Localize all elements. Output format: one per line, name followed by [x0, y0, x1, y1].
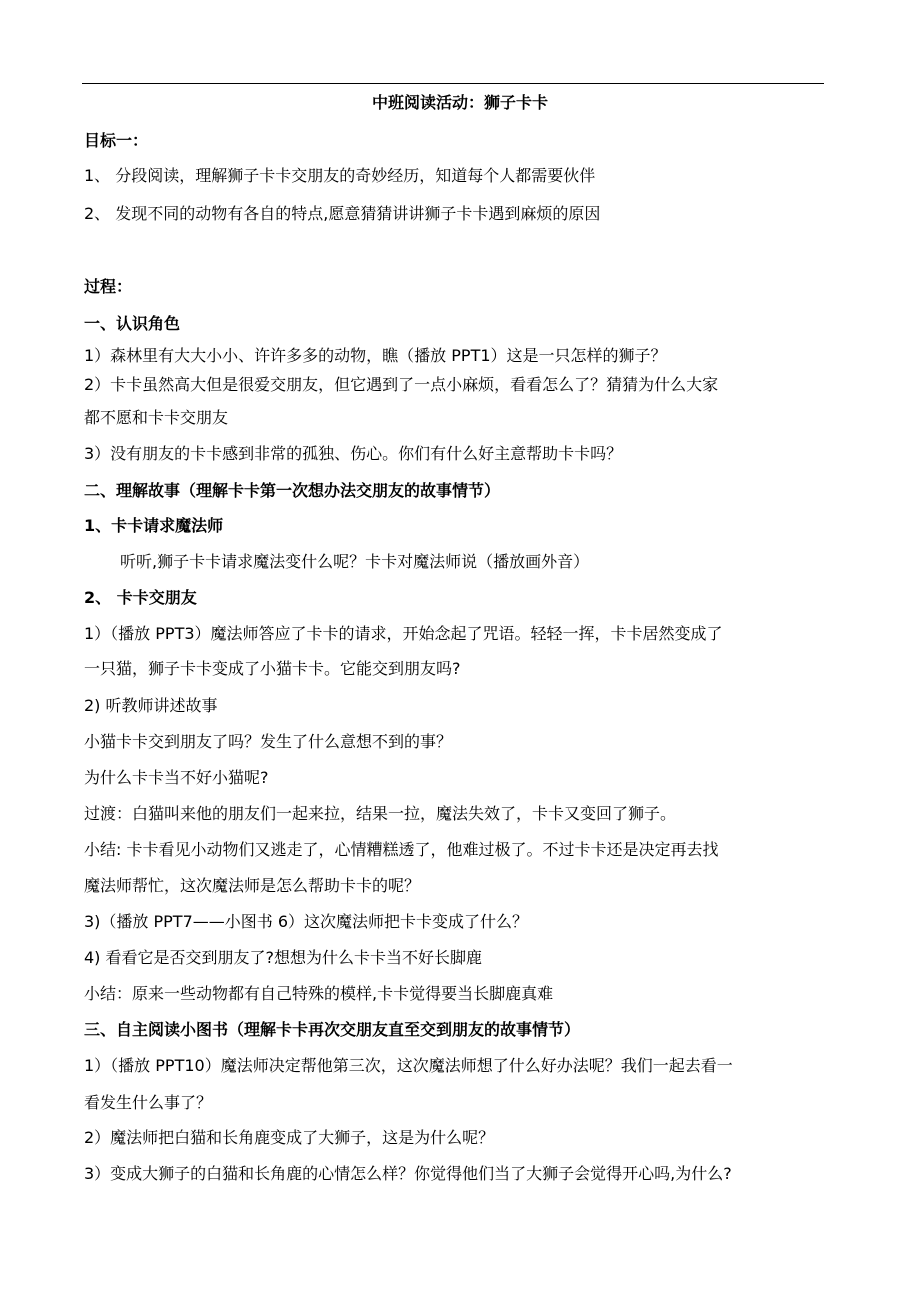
- subsection-heading: 1、卡卡请求魔法师: [84, 516, 224, 535]
- subsection-heading: 2、 卡卡交朋友: [84, 588, 197, 607]
- document-title: 中班阅读活动：狮子卡卡: [371, 93, 548, 112]
- paragraph-line: 2) 听教师讲述故事: [84, 696, 218, 715]
- paragraph-line: 小猫卡卡交到朋友了吗？发生了什么意想不到的事？: [84, 732, 453, 751]
- paragraph-line: 为什么卡卡当不好小猫呢?: [84, 768, 269, 787]
- paragraph-line: 看发生什么事了？: [84, 1093, 213, 1112]
- paragraph-line: 3）没有朋友的卡卡感到非常的孤独、伤心。你们有什么好主意帮助卡卡吗？: [84, 444, 623, 463]
- goal-item: 2、 发现不同的动物有各自的特点,愿意猜猜讲讲狮子卡卡遇到麻烦的原因: [84, 204, 601, 223]
- section-heading: 三、自主阅读小图书（理解卡卡再次交朋友直至交到朋友的故事情节）: [84, 1020, 581, 1039]
- paragraph-line: 3）变成大狮子的白猫和长角鹿的心情怎么样？你觉得他们当了大狮子会觉得开心吗,为什么?: [84, 1164, 732, 1183]
- paragraph-line: 3)（播放 PPT7——小图书 6）这次魔法师把卡卡变成了什么？: [84, 912, 529, 931]
- process-heading: 过程：: [84, 277, 133, 296]
- paragraph-line: 过渡：白猫叫来他的朋友们一起来拉，结果一拉，魔法失效了，卡卡又变回了狮子。: [84, 804, 677, 823]
- section-heading: 一、认识角色: [84, 314, 181, 333]
- paragraph-line: 1）（播放 PPT3）魔法师答应了卡卡的请求，开始念起了咒语。轻轻一挥，卡卡居然变成了: [84, 624, 723, 643]
- paragraph-line: 小结：原来一些动物都有自己特殊的模样,卡卡觉得要当长脚鹿真难: [84, 984, 554, 1003]
- paragraph-line: 1）森林里有大大小小、许许多多的动物，瞧（播放 PPT1）这是一只怎样的狮子？: [84, 346, 667, 365]
- paragraph-line: 2）魔法师把白猫和长角鹿变成了大狮子，这是为什么呢？: [84, 1128, 495, 1147]
- goals-heading: 目标一：: [84, 131, 149, 150]
- section-heading: 二、理解故事（理解卡卡第一次想办法交朋友的故事情节）: [84, 481, 501, 500]
- paragraph-line: 听听,狮子卡卡请求魔法变什么呢？卡卡对魔法师说（播放画外音）: [120, 552, 590, 571]
- paragraph-line: 都不愿和卡卡交朋友: [84, 408, 229, 427]
- paragraph-line: 一只猫，狮子卡卡变成了小猫卡卡。它能交到朋友吗?: [84, 659, 461, 678]
- paragraph-line: 小结: 卡卡看见小动物们又逃走了，心情糟糕透了，他难过极了。不过卡卡还是决定再去找: [84, 840, 719, 859]
- goal-item: 1、 分段阅读，理解狮子卡卡交朋友的奇妙经历，知道每个人都需要伙伴: [84, 166, 596, 185]
- paragraph-line: 魔法师帮忙，这次魔法师是怎么帮助卡卡的呢？: [84, 876, 421, 895]
- paragraph-line: 1）（播放 PPT10）魔法师决定帮他第三次，这次魔法师想了什么好办法呢？我们一起去看一: [84, 1056, 733, 1075]
- paragraph-line: 4) 看看它是否交到朋友了?想想为什么卡卡当不好长脚鹿: [84, 948, 483, 967]
- paragraph-line: 2）卡卡虽然高大但是很爱交朋友，但它遇到了一点小麻烦，看看怎么了？猜猜为什么大家: [84, 375, 719, 394]
- header-rule: [82, 83, 824, 84]
